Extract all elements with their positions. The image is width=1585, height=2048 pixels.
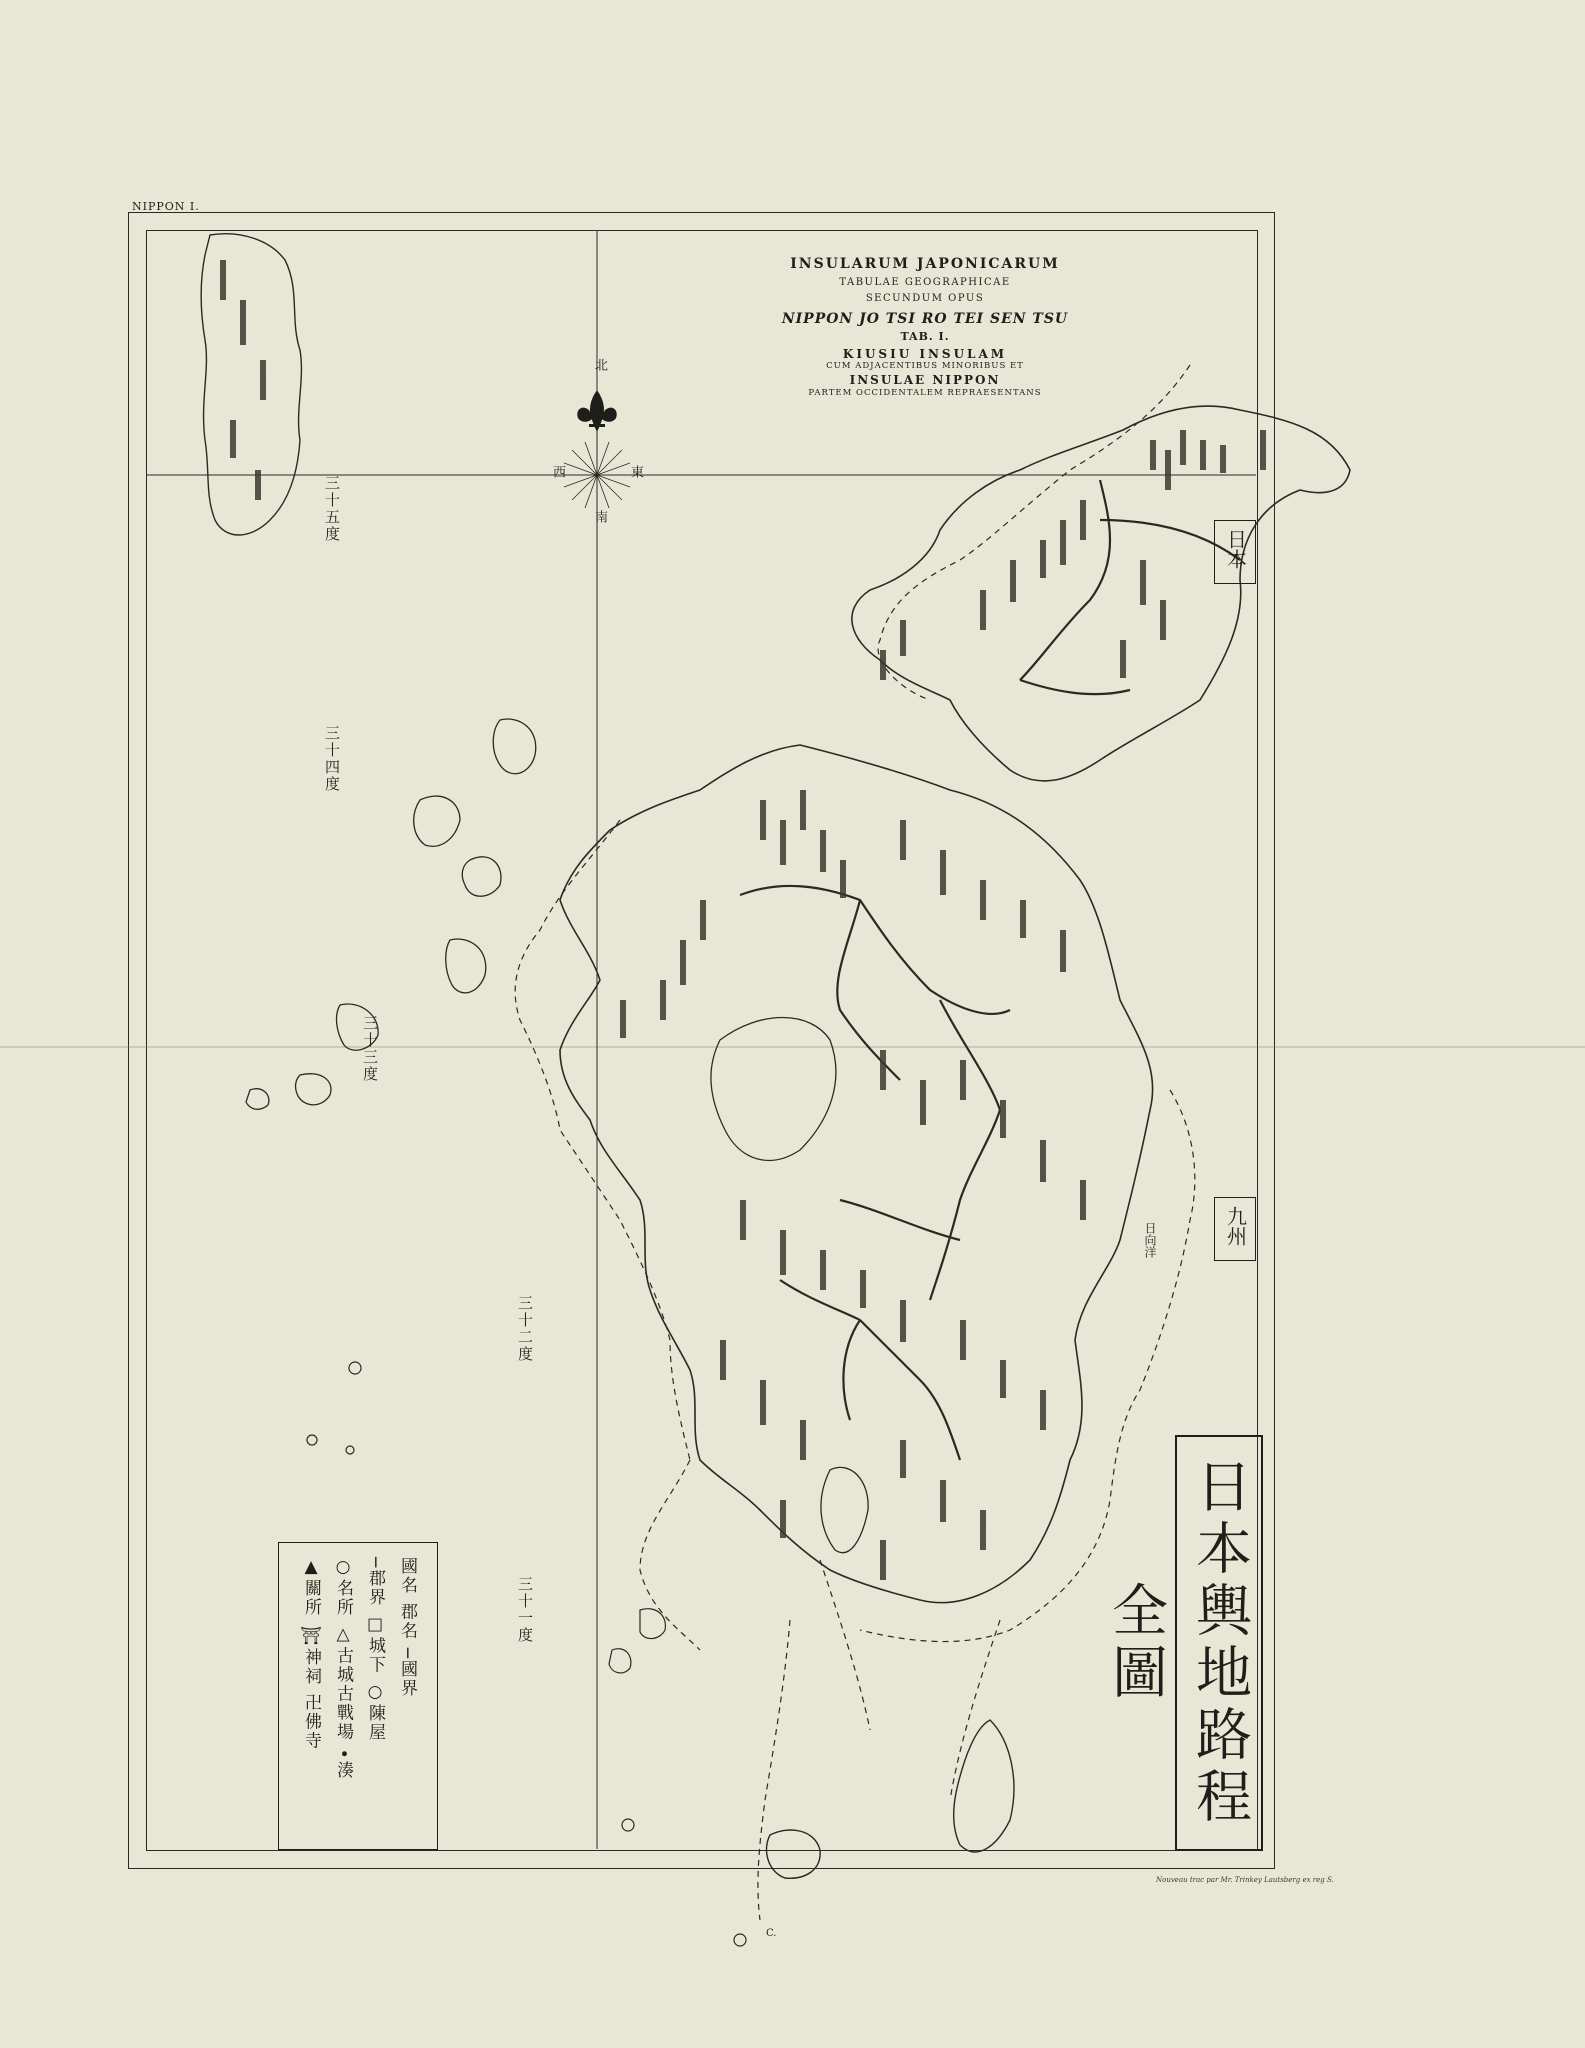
legend-col-4: ▲關所 ⛩神祠 卍佛寺 [301, 1557, 321, 1751]
yakushima-island [766, 1830, 820, 1878]
region-label-kyushu [1214, 1197, 1256, 1261]
title-line-4: NIPPON JO TSI RO TEI SEN TSU [781, 310, 1069, 327]
compass-south: 南 [592, 510, 607, 523]
small-island [622, 1819, 634, 1831]
compass-east: 東 [628, 465, 643, 478]
place-name-marks [220, 260, 1266, 1580]
kyushu-sea-routes [515, 820, 1195, 1920]
compass-rose [562, 440, 632, 510]
tsushima-island [201, 234, 301, 535]
title-line-2: TABULAE GEOGRAPHICAE [839, 276, 1011, 288]
small-island [307, 1435, 317, 1445]
small-island [734, 1934, 746, 1946]
compass-north: 北 [592, 358, 607, 371]
title-line-1: INSULARUM JAPONICARUM [790, 256, 1060, 272]
bottom-mark: C. [766, 1928, 777, 1939]
small-island [346, 1446, 354, 1454]
japanese-title: 日本輿地路程全圖 [1103, 1457, 1252, 1829]
title-line-3: SECUNDUM OPUS [865, 292, 985, 304]
north-fleur-de-lis [577, 390, 616, 432]
engraver-credit: Nouveau trac par Mr. Trinkey Lautsberg ex reg S. [1156, 1876, 1334, 1884]
region-label-kyushu-text: 九州 [1223, 1206, 1248, 1246]
sea-label: 日向洋 [1143, 1222, 1157, 1258]
latitude-31-label: 三十一度 [516, 1576, 534, 1644]
title-line-5: TAB. I. [900, 329, 950, 343]
region-label-nippon [1214, 520, 1256, 584]
compass-west: 西 [550, 465, 565, 478]
legend-box [278, 1542, 438, 1850]
title-line-7: CUM ADJACENTIBUS MINORIBUS ET [826, 361, 1024, 372]
honshu-sea-route [878, 365, 1190, 700]
latitude-34-label: 三十四度 [323, 725, 341, 793]
honshu-west-coast [852, 406, 1350, 781]
legend-col-3: ○名所 △古城古戰場 •湊 [333, 1557, 353, 1780]
region-label-nippon-text: 日本 [1223, 529, 1248, 569]
legend-col-1: 國名 郡名 ─國界 [397, 1557, 417, 1699]
latitude-33-label: 三十三度 [361, 1015, 379, 1083]
province-boundaries [740, 886, 1010, 1460]
koshiki-islands [609, 1609, 665, 1673]
legend-col-2: ─郡界 □城下 ○陳屋 [365, 1557, 385, 1743]
hirado-islands [337, 719, 536, 1050]
latitude-32-label: 三十二度 [516, 1295, 534, 1363]
title-line-9: PARTEM OCCIDENTALEM REPRAESENTANS [808, 387, 1042, 398]
plate-label: NIPPON I. [132, 200, 200, 213]
latitude-35-label: 三十五度 [323, 475, 341, 543]
small-island [349, 1362, 361, 1374]
title-line-6: KIUSIU INSULAM [842, 346, 1008, 361]
honshu-boundary-lines [1020, 480, 1240, 694]
kagoshima-bay [821, 1467, 868, 1552]
title-line-8: INSULAE NIPPON [849, 373, 1001, 388]
ariake-bay [711, 1018, 836, 1161]
latin-title-block [760, 256, 1090, 398]
japanese-title-box [1103, 1435, 1263, 1851]
